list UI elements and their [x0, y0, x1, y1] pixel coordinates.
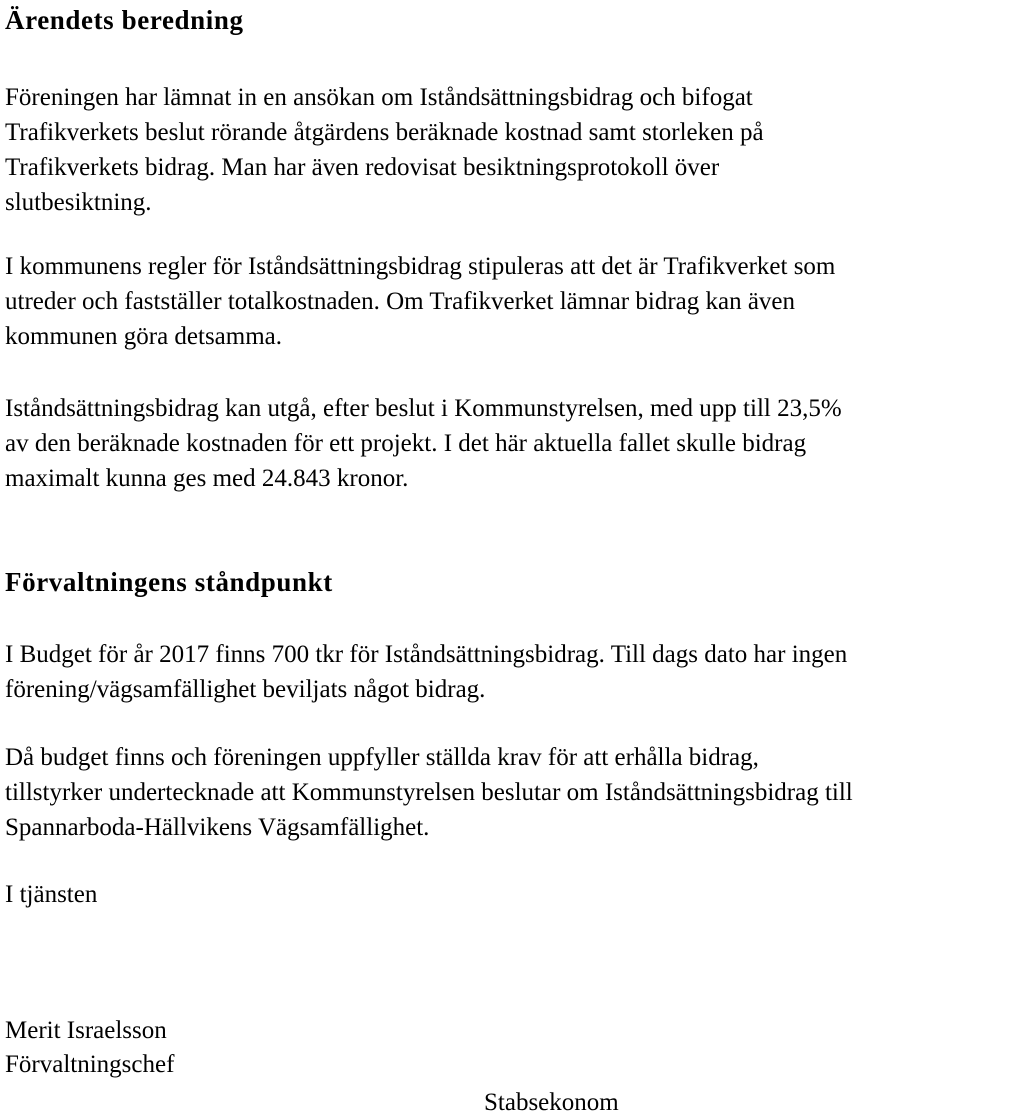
paragraph-recommendation: [5, 740, 853, 845]
text-line: Spannarboda-Hällvikens Vägsamfällighet.: [5, 814, 430, 841]
paragraph-budget: [5, 637, 847, 707]
paragraph-grant-amount: [5, 391, 842, 496]
text-line: förening/vägsamfällighet beviljats något bidrag.: [5, 676, 486, 703]
second-signatory-title: Stabsekonom: [484, 1089, 619, 1116]
closing-phrase: I tjänsten: [5, 881, 98, 908]
paragraph-municipal-rules: [5, 249, 835, 354]
text-line: kommunen göra detsamma.: [5, 323, 283, 350]
text-line: Trafikverkets beslut rörande åtgärdens beräknade kostnad samt storleken på: [5, 119, 764, 146]
text-line: slutbesiktning.: [5, 189, 152, 216]
text-line: I kommunens regler för Iståndsättningsbidrag stipuleras att det är Trafikverket som: [5, 253, 836, 280]
text-line: utreder och fastställer totalkostnaden. Om Trafikverket lämnar bidrag kan även: [5, 288, 796, 315]
text-line: Då budget finns och föreningen uppfyller ställda krav för att erhålla bidrag,: [5, 744, 759, 771]
text-line: Trafikverkets bidrag. Man har även redovisat besiktningsprotokoll över: [5, 154, 720, 181]
text-line: maximalt kunna ges med 24.843 kronor.: [5, 465, 409, 492]
text-line: Föreningen har lämnat in en ansökan om Iståndsättningsbidrag och bifogat: [5, 84, 753, 111]
text-line: I Budget för år 2017 finns 700 tkr för Iståndsättningsbidrag. Till dags dato har ingen: [5, 641, 848, 668]
signatory-title: Förvaltningschef: [5, 1051, 175, 1078]
text-line: av den beräknade kostnaden för ett projekt. I det här aktuella fallet skulle bidrag: [5, 430, 807, 457]
signatory-name: Merit Israelsson: [5, 1017, 167, 1044]
paragraph-application: [5, 80, 764, 220]
section-heading-arendets-beredning: Ärendets beredning: [5, 5, 244, 35]
section-heading-forvaltningens-standpunkt: Förvaltningens ståndpunkt: [5, 567, 333, 597]
text-line: tillstyrker undertecknade att Kommunstyrelsen beslutar om Iståndsättningsbidrag till: [5, 779, 853, 806]
text-line: Iståndsättningsbidrag kan utgå, efter beslut i Kommunstyrelsen, med upp till 23,5%: [5, 395, 842, 422]
